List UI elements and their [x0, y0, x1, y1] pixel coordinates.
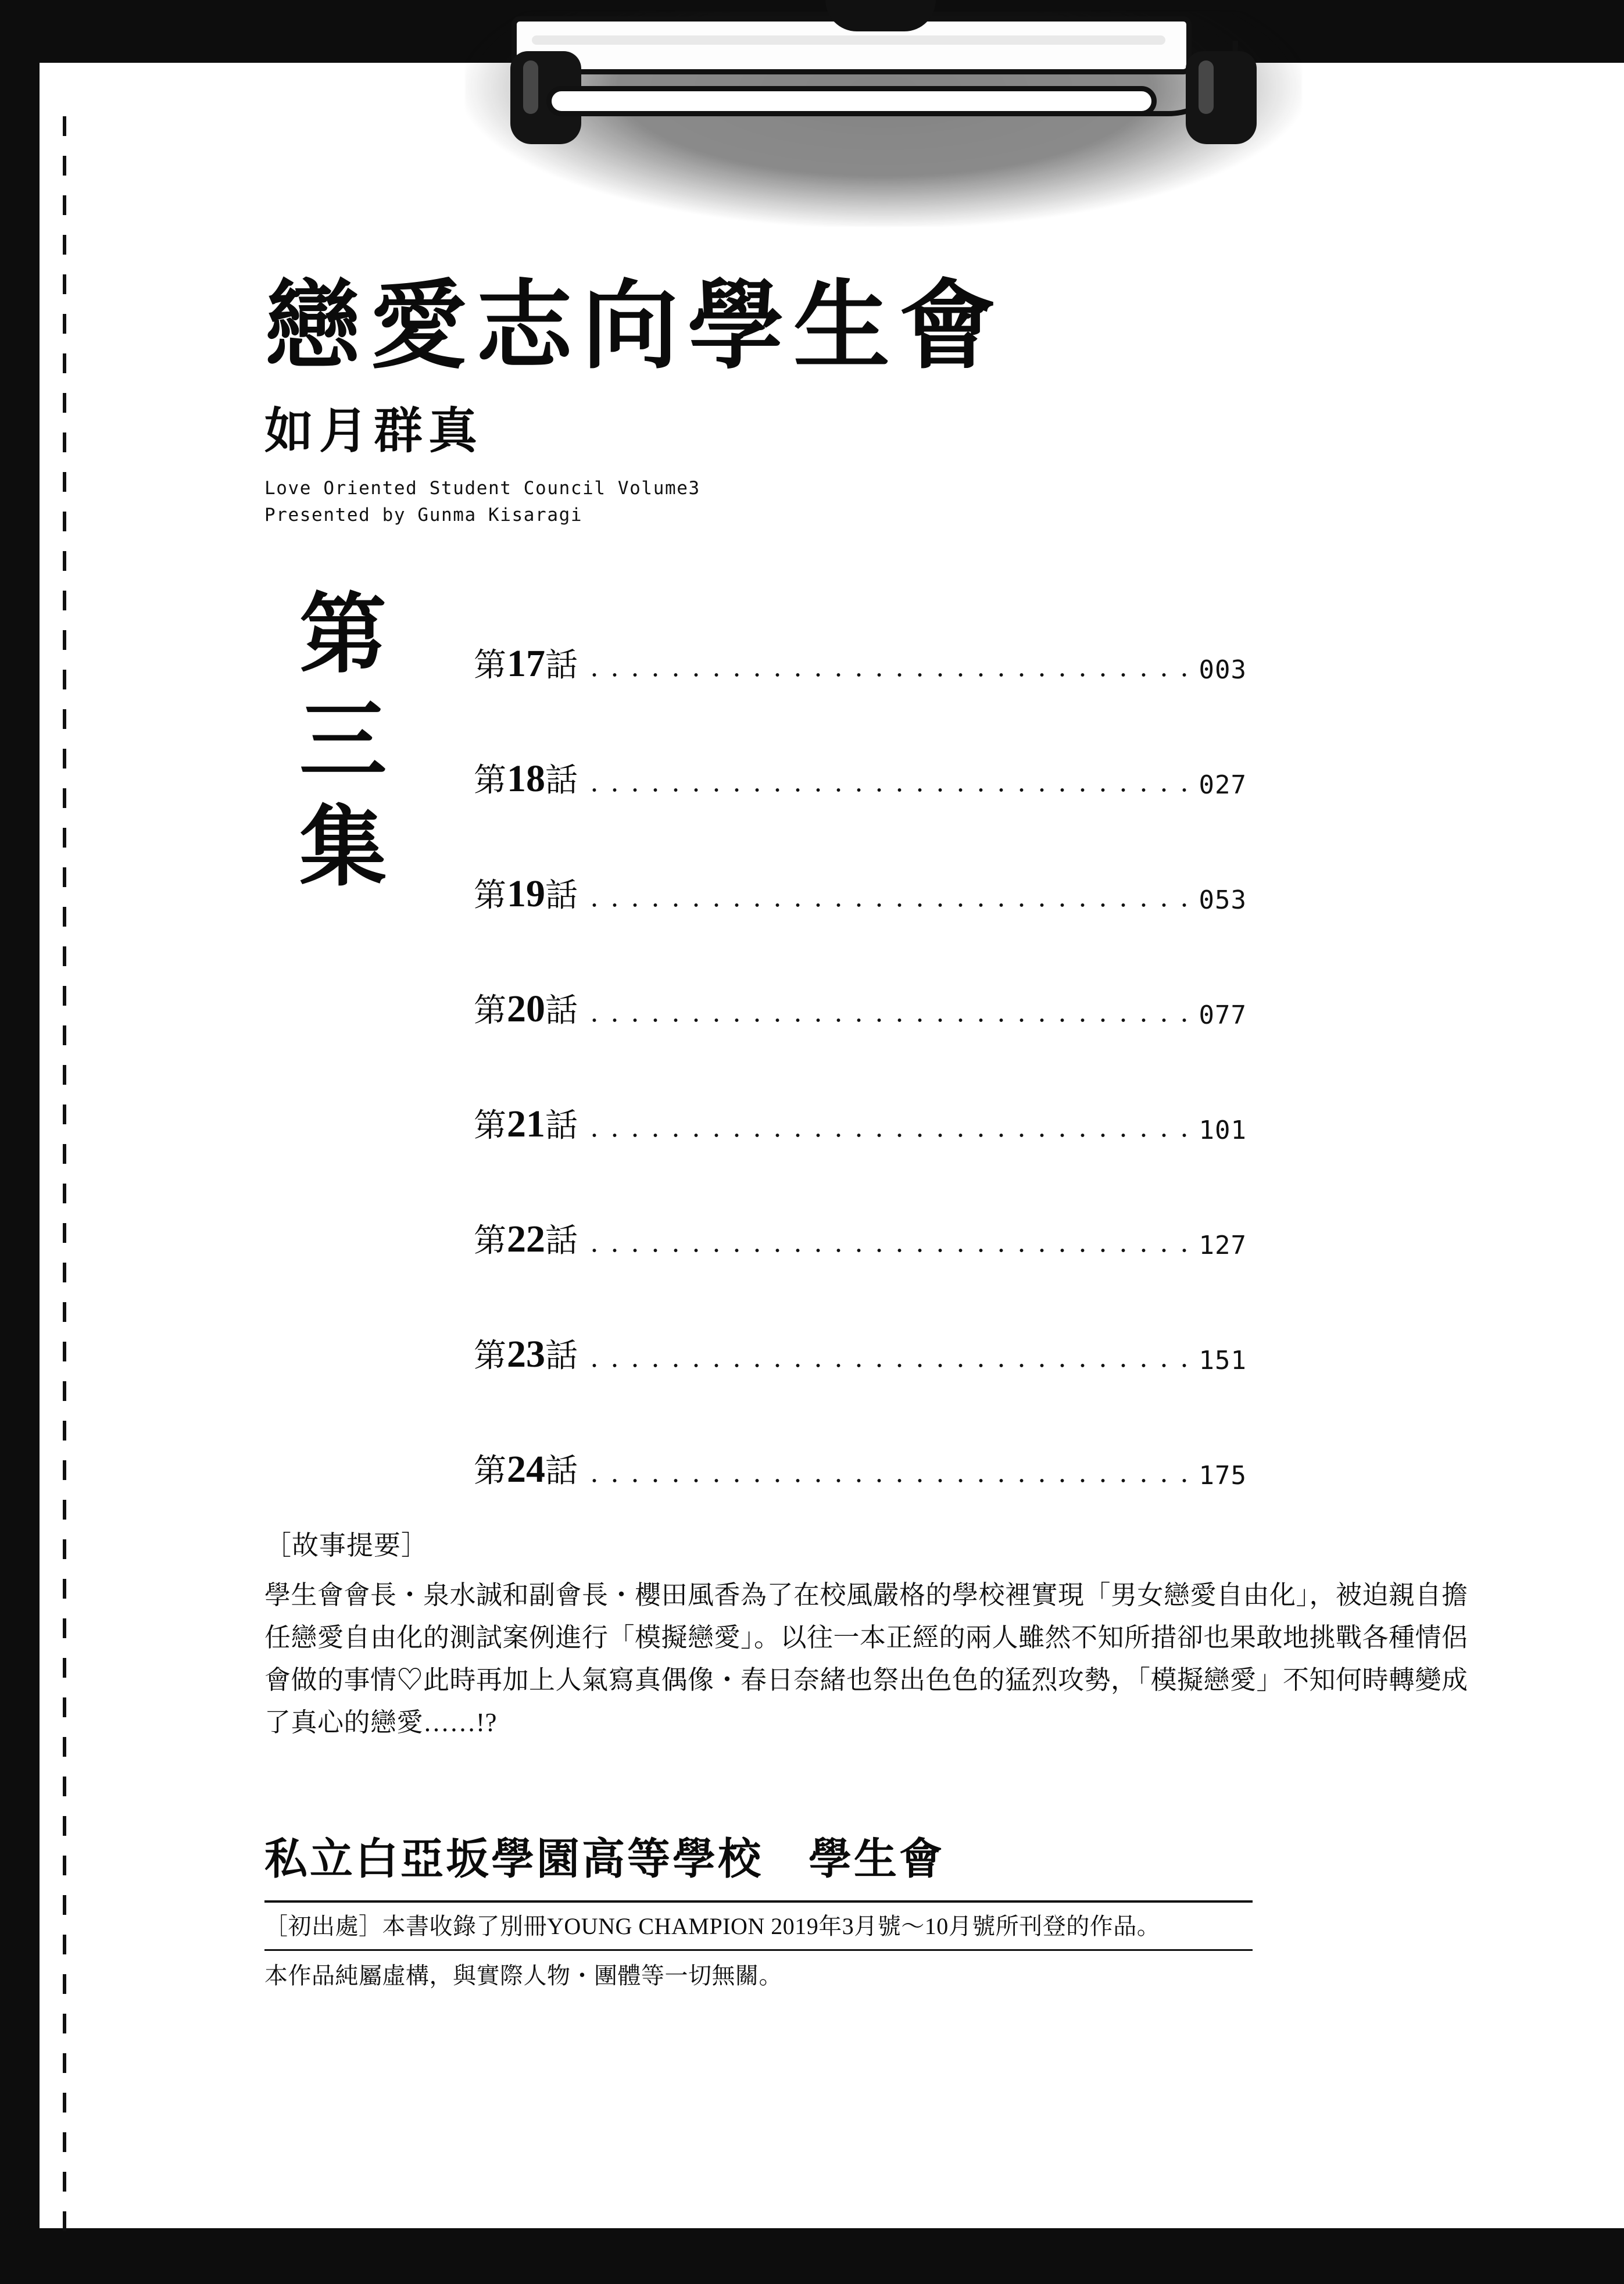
synopsis-text: 學生會會長・泉水誠和副會長・櫻田風香為了在校風嚴格的學校裡實現「男女戀愛自由化」，被迫親自擔任戀愛自由化的測試案例進行「模擬戀愛」。以往一本正經的兩人雖然不知所措卻也果敢地挑戰各種情侶會做的事情♡此時再加上人氣寫真偶像・春日奈緒也祭出色色的猛烈攻勢，「模擬戀愛」不知何時轉變成了真心的戀愛……!?	[264, 1580, 1468, 1737]
toc-suffix: 話	[545, 1453, 578, 1489]
toc-prefix: 第	[474, 1453, 507, 1489]
clip-tab	[825, 0, 936, 31]
toc-prefix: 第	[474, 992, 507, 1029]
synopsis-section	[264, 1524, 1479, 1744]
toc-leader-dots	[584, 1478, 1196, 1484]
toc-page-number: 003	[1199, 655, 1247, 685]
list-item[interactable]	[474, 801, 1247, 916]
toc-page-number: 151	[1199, 1345, 1247, 1375]
toc-prefix: 第	[474, 877, 507, 914]
toc-leader-dots	[584, 902, 1196, 908]
table-of-contents	[264, 571, 1503, 1489]
toc-entry-label	[474, 1330, 578, 1377]
synopsis-heading: ［故事提要］	[264, 1530, 428, 1560]
toc-leader-dots	[584, 672, 1196, 678]
list-item[interactable]	[474, 1261, 1247, 1377]
clip-knob-right	[1186, 51, 1257, 144]
list-item[interactable]	[474, 916, 1247, 1031]
footer-divider-bottom	[264, 1949, 1253, 1951]
toc-leader-dots	[584, 1363, 1196, 1368]
synopsis-body	[264, 1574, 1479, 1744]
toc-leader-dots	[584, 787, 1196, 793]
toc-number: 20	[507, 987, 545, 1030]
toc-entry-list	[474, 571, 1247, 1492]
volume-mark-char-2: 三	[299, 693, 387, 790]
toc-page-number: 101	[1199, 1115, 1247, 1145]
toc-leader-dots	[584, 1248, 1196, 1253]
toc-number: 18	[507, 757, 545, 800]
toc-entry-label	[474, 870, 578, 916]
list-item[interactable]	[474, 1146, 1247, 1261]
toc-prefix: 第	[474, 647, 507, 684]
footer-divider-top	[264, 1900, 1253, 1903]
toc-entry-label	[474, 1215, 578, 1261]
toc-entry-label	[474, 755, 578, 801]
toc-entry-label	[474, 639, 578, 686]
romanized-author: Presented by Gunma Kisaragi	[264, 505, 583, 526]
disclaimer-note: 本作品純屬虛構，與實際人物・團體等一切無關。	[264, 1963, 782, 1989]
toc-entry-label	[474, 1445, 578, 1492]
toc-page-number: 175	[1199, 1460, 1247, 1491]
clip-bar	[546, 86, 1157, 116]
romanized-title: Love Oriented Student Council Volume3	[264, 477, 700, 499]
page-bottom-border	[0, 2228, 1624, 2284]
clipboard-clip-illustration	[442, 0, 1325, 244]
content-column	[264, 273, 1503, 1994]
toc-number: 24	[507, 1447, 545, 1491]
toc-suffix: 話	[545, 992, 578, 1029]
toc-leader-dots	[584, 1017, 1196, 1023]
toc-suffix: 話	[545, 1338, 578, 1374]
toc-page-number: 053	[1199, 885, 1247, 915]
toc-suffix: 話	[545, 877, 578, 914]
volume-mark	[270, 582, 416, 902]
school-name: 私立白亞坂學園高等學校 學生會	[264, 1836, 945, 1884]
toc-number: 22	[507, 1217, 545, 1260]
list-item[interactable]	[474, 1377, 1247, 1492]
toc-suffix: 話	[545, 762, 578, 799]
list-item[interactable]	[474, 571, 1247, 686]
toc-leader-dots	[584, 1132, 1196, 1138]
volume-mark-char-3: 集	[299, 799, 387, 896]
toc-suffix: 話	[545, 1223, 578, 1259]
toc-number: 23	[507, 1332, 545, 1375]
toc-page-number: 077	[1199, 1000, 1247, 1030]
author-name: 如月群真	[264, 404, 484, 459]
page-footer	[264, 1825, 1479, 1994]
toc-prefix: 第	[474, 1107, 507, 1144]
list-item[interactable]	[474, 1031, 1247, 1146]
toc-number: 21	[507, 1102, 545, 1145]
toc-prefix: 第	[474, 762, 507, 799]
toc-page-number: 027	[1199, 770, 1247, 800]
toc-suffix: 話	[545, 647, 578, 684]
publication-note: ［初出處］本書收錄了別冊YOUNG CHAMPION 2019年3月號～10月號所刊登的作品。	[264, 1913, 1161, 1940]
page-left-border	[0, 0, 40, 2284]
toc-prefix: 第	[474, 1223, 507, 1259]
perforation-dashed-line	[63, 116, 66, 2244]
toc-entry-label	[474, 985, 578, 1031]
toc-number: 19	[507, 872, 545, 915]
toc-page-number: 127	[1199, 1230, 1247, 1260]
page-title: 戀愛志向學生會	[264, 273, 1005, 380]
toc-prefix: 第	[474, 1338, 507, 1374]
toc-number: 17	[507, 642, 545, 685]
toc-suffix: 話	[545, 1107, 578, 1144]
list-item[interactable]	[474, 686, 1247, 801]
volume-mark-char-1: 第	[299, 587, 387, 684]
toc-entry-label	[474, 1100, 578, 1146]
